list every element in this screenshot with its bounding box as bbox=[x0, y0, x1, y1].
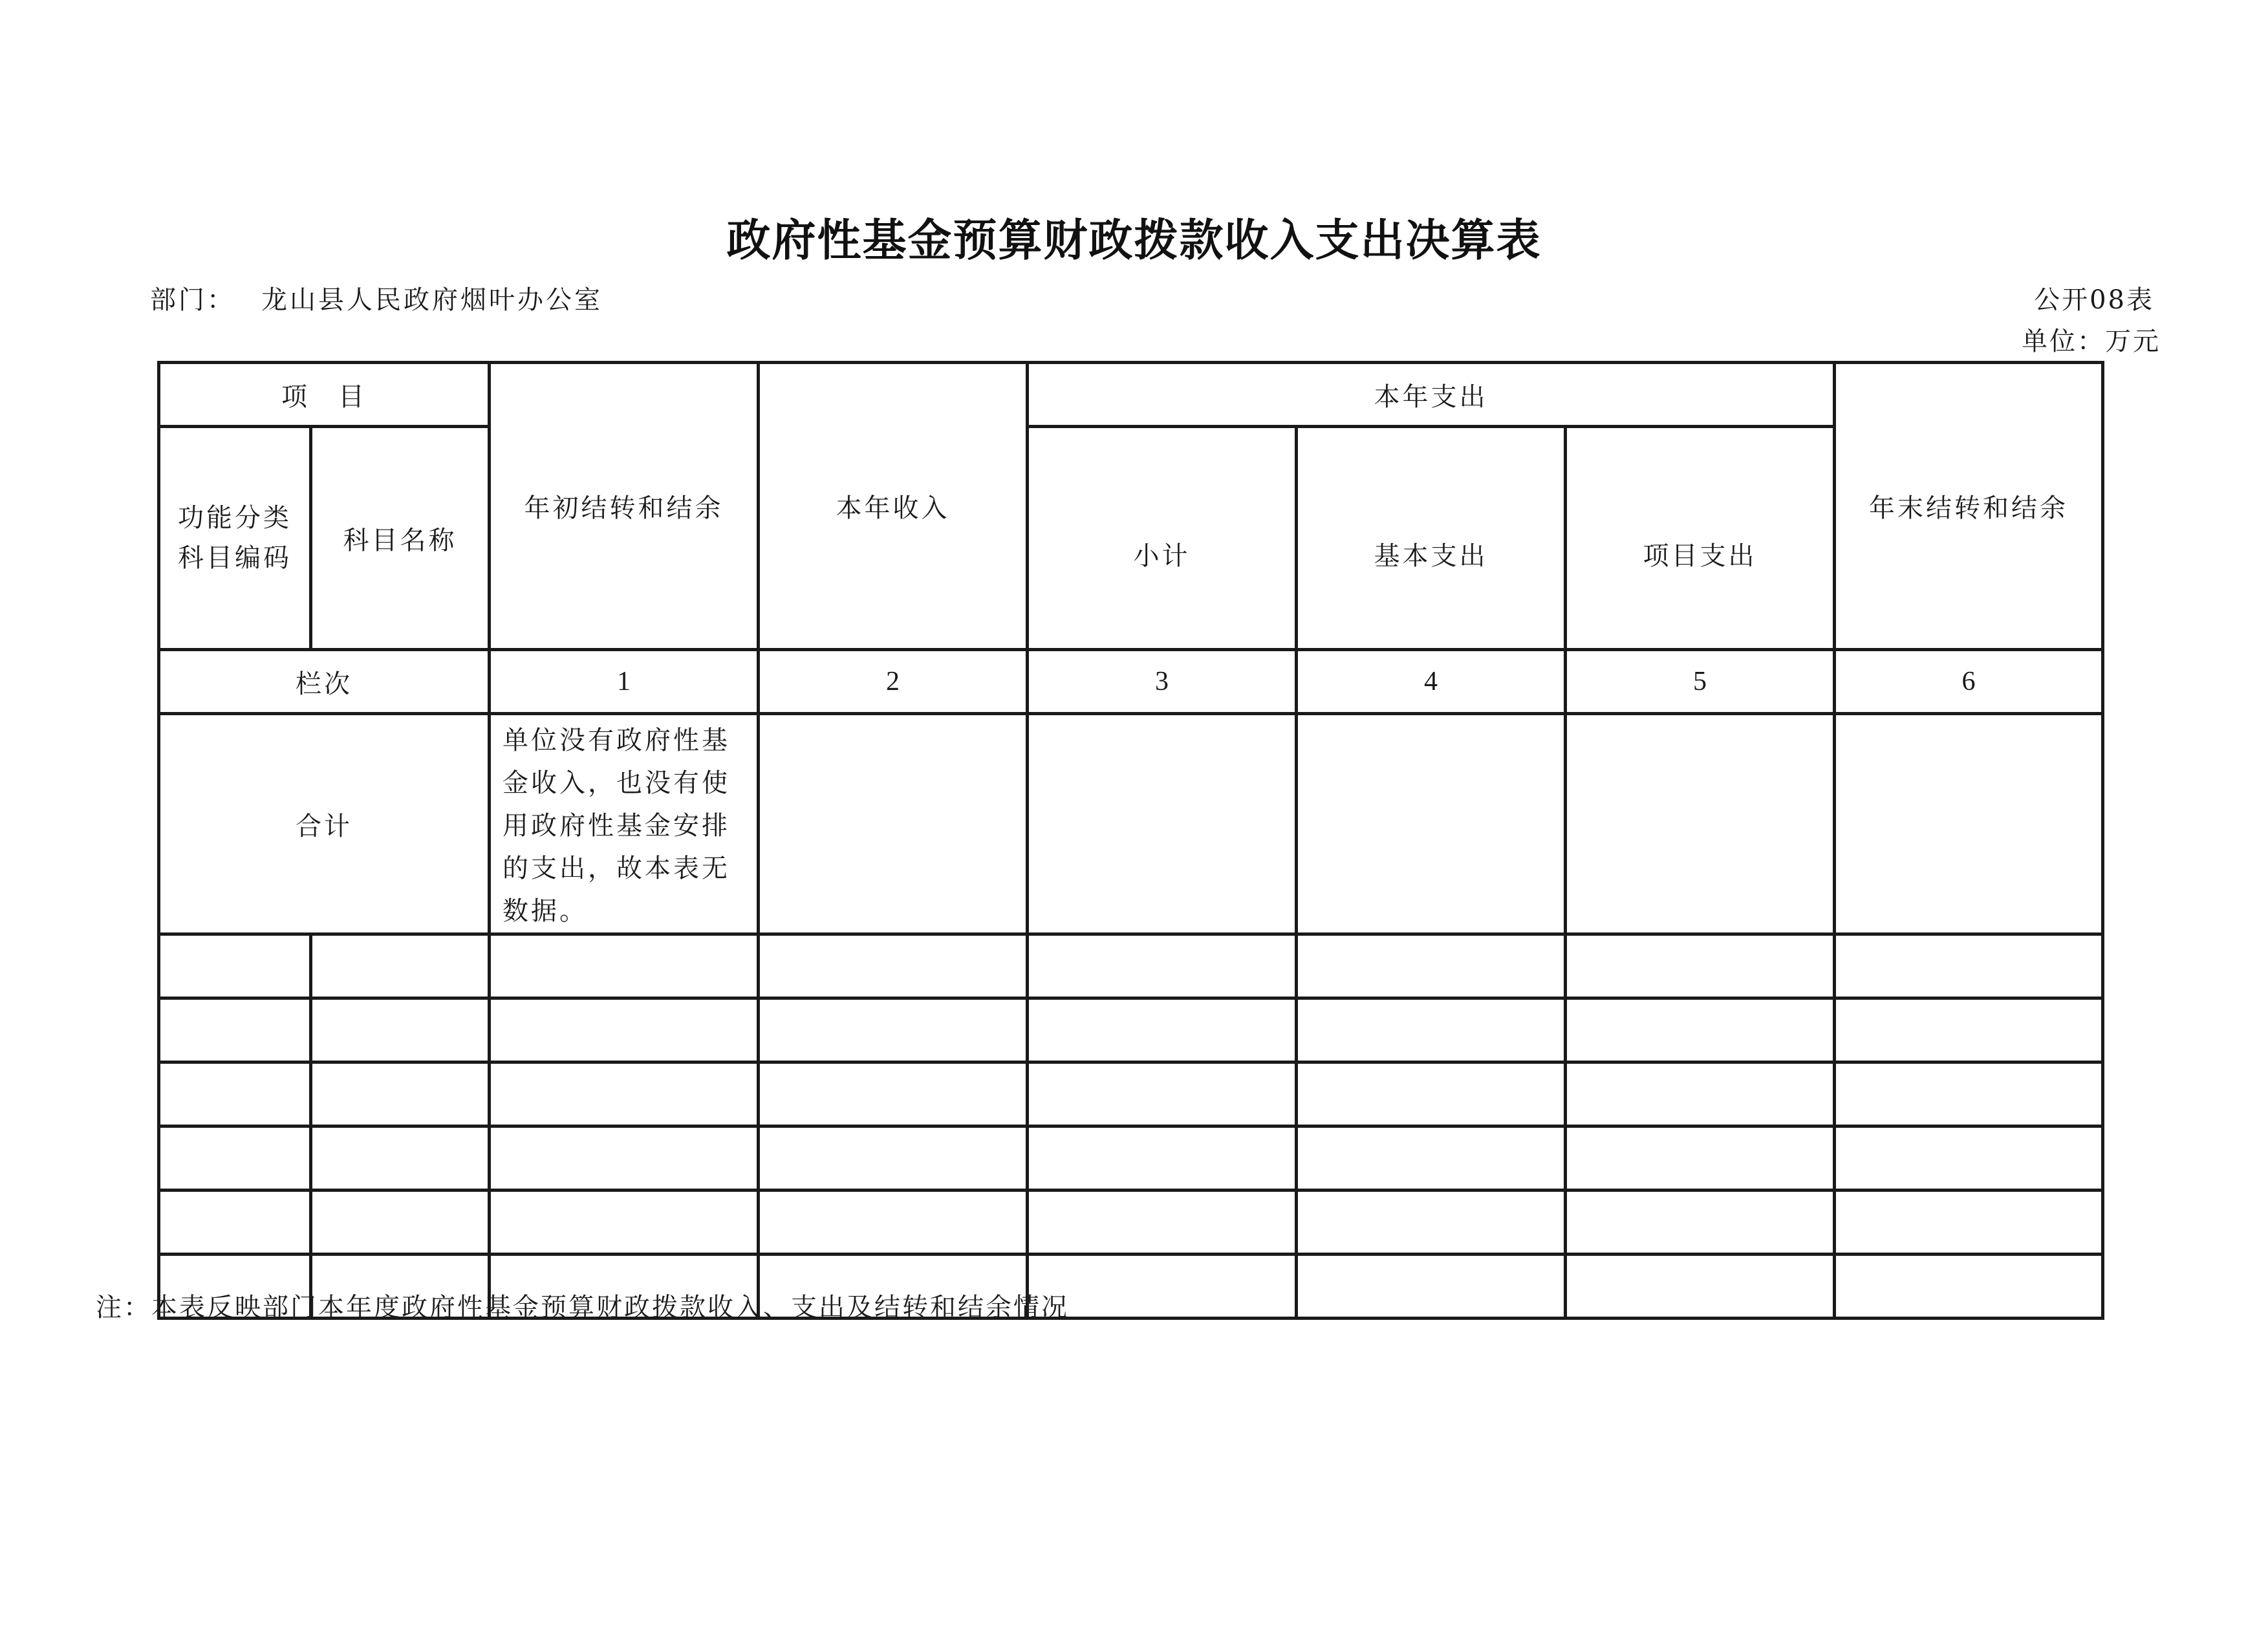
header-item: 项 目 bbox=[159, 363, 490, 427]
table-cell bbox=[490, 1191, 759, 1255]
table-cell bbox=[759, 714, 1028, 934]
header-current-expense: 本年支出 bbox=[1028, 363, 1835, 427]
table-cell bbox=[1835, 1255, 2103, 1319]
header-func-code: 功能分类科目编码 bbox=[159, 427, 311, 650]
table-cell bbox=[1566, 1255, 1835, 1319]
total-note: 单位没有政府性基金收入，也没有使用政府性基金安排的支出，故本表无数据。 bbox=[490, 714, 759, 934]
table-cell bbox=[1566, 1191, 1835, 1255]
header-subtotal: 小计 bbox=[1028, 427, 1297, 650]
table-cell bbox=[1566, 714, 1835, 934]
header-subject-name: 科目名称 bbox=[311, 427, 490, 650]
table-cell bbox=[1566, 934, 1835, 998]
table-cell bbox=[759, 934, 1028, 998]
department-name: 龙山县人民政府烟叶办公室 bbox=[261, 285, 603, 315]
table-cell bbox=[159, 1191, 311, 1255]
header-row-1 bbox=[159, 363, 2103, 427]
table-cell bbox=[759, 1191, 1028, 1255]
form-number: 公开08表 bbox=[2034, 285, 2154, 315]
table-cell bbox=[490, 934, 759, 998]
header-current-income: 本年收入 bbox=[759, 363, 1028, 650]
index-row bbox=[159, 650, 2103, 714]
table-cell bbox=[1297, 1062, 1566, 1126]
index-col-2: 2 bbox=[759, 650, 1028, 714]
table-cell bbox=[1028, 998, 1297, 1062]
table-cell bbox=[1028, 934, 1297, 998]
table-cell bbox=[490, 1062, 759, 1126]
page-title: 政府性基金预算财政拨款收入支出决算表 bbox=[726, 215, 1542, 266]
header-project-expense: 项目支出 bbox=[1566, 427, 1835, 650]
unit-label: 单位：万元 bbox=[2022, 327, 2161, 356]
index-col-1: 1 bbox=[490, 650, 759, 714]
index-col-5: 5 bbox=[1566, 650, 1835, 714]
table-cell bbox=[759, 1126, 1028, 1191]
table-cell bbox=[759, 998, 1028, 1062]
budget-table bbox=[157, 361, 2104, 1320]
table-cell bbox=[159, 998, 311, 1062]
table-cell bbox=[1297, 998, 1566, 1062]
table-cell bbox=[311, 1191, 490, 1255]
index-col-3: 3 bbox=[1028, 650, 1297, 714]
table-cell bbox=[1297, 1255, 1566, 1319]
table-row bbox=[159, 934, 2103, 998]
header-opening-balance: 年初结转和结余 bbox=[490, 363, 759, 650]
table-cell bbox=[1835, 998, 2103, 1062]
index-label: 栏次 bbox=[159, 650, 490, 714]
table-cell bbox=[1297, 1191, 1566, 1255]
table-cell bbox=[311, 1062, 490, 1126]
table-row bbox=[159, 998, 2103, 1062]
table-cell bbox=[159, 934, 311, 998]
table-cell bbox=[311, 998, 490, 1062]
table-row bbox=[159, 1191, 2103, 1255]
table-cell bbox=[311, 934, 490, 998]
department-label: 部门： bbox=[150, 285, 235, 315]
table-cell bbox=[490, 998, 759, 1062]
index-col-4: 4 bbox=[1297, 650, 1566, 714]
table-cell bbox=[1835, 714, 2103, 934]
table-cell bbox=[1835, 1191, 2103, 1255]
total-label: 合计 bbox=[159, 714, 490, 934]
table-cell bbox=[1835, 1126, 2103, 1191]
table-cell bbox=[1566, 998, 1835, 1062]
total-row bbox=[159, 714, 2103, 934]
table-cell bbox=[1566, 1126, 1835, 1191]
table-cell bbox=[1297, 714, 1566, 934]
header-closing-balance: 年末结转和结余 bbox=[1835, 363, 2103, 650]
table-cell bbox=[1028, 714, 1297, 934]
department-line bbox=[150, 279, 603, 316]
table-cell bbox=[1028, 1062, 1297, 1126]
table-cell bbox=[1297, 1126, 1566, 1191]
table-cell bbox=[1297, 934, 1566, 998]
table-cell bbox=[159, 1126, 311, 1191]
table-cell bbox=[311, 1126, 490, 1191]
header-basic-expense: 基本支出 bbox=[1297, 427, 1566, 650]
table-cell bbox=[1028, 1126, 1297, 1191]
table-cell bbox=[490, 1126, 759, 1191]
table-cell bbox=[1835, 1062, 2103, 1126]
table-cell bbox=[759, 1062, 1028, 1126]
table-cell bbox=[159, 1062, 311, 1126]
table-row bbox=[159, 1062, 2103, 1126]
index-col-6: 6 bbox=[1835, 650, 2103, 714]
footnote: 注：本表反映部门本年度政府性基金预算财政拨款收入、支出及结转和结余情况 bbox=[96, 1293, 1069, 1322]
table-cell bbox=[1028, 1191, 1297, 1255]
header-row-2 bbox=[159, 427, 2103, 650]
table-row bbox=[159, 1126, 2103, 1191]
table-cell bbox=[1566, 1062, 1835, 1126]
table-cell bbox=[1835, 934, 2103, 998]
